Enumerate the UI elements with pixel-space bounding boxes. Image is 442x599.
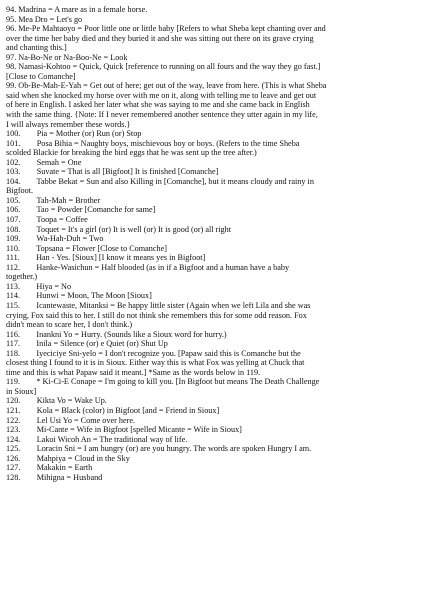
glossary-line: 113. Hiya = No xyxy=(6,281,72,291)
glossary-line: in Sioux] xyxy=(6,386,37,396)
glossary-line: 107. Toopa = Coffee xyxy=(6,215,88,225)
glossary-line: scolded Blackie for breaking the bird eggs that he was sent up the tree after.) xyxy=(6,148,257,158)
glossary-line: time and this is what Papaw said it meant.] *Same as the words below in 119. xyxy=(6,367,261,377)
glossary-line: 114. Hunwi = Moon, The Moon [Sioux] xyxy=(6,291,152,301)
glossary-line: of here in English. I asked her later what she was saying to me and she came back in English xyxy=(6,100,310,110)
glossary-line: 103. Suvate = That is all [Bigfoot] It is finished [Comanche] xyxy=(6,167,219,177)
glossary-line: 95. Mea Dro = Let's go xyxy=(6,14,83,24)
glossary-line: 98. Namasi-Kohtoo = Quick, Quick [reference to running on all fours and the way they go fast.] xyxy=(6,62,321,72)
glossary-line: [Close to Comanche] xyxy=(6,71,76,81)
glossary-line: 127. Makakin = Earth xyxy=(6,463,93,473)
glossary-line: and chanting this.] xyxy=(6,43,67,53)
glossary-line: 96. Me-Pe Mahtaoyo = Poor little one or little baby [Refers to what Sheba kept chanting over and xyxy=(6,24,326,34)
glossary-line: 101. Posa Bihia = Naughty boys, mischievous boy or boys. (Refers to the time Sheba xyxy=(6,138,300,148)
glossary-line: 108. Toquet = It's a girl (or) It is well (or) It is good (or) all right xyxy=(6,224,232,234)
glossary-line: 120. Kikta Vo = Wake Up. xyxy=(6,396,107,406)
glossary-line: 117. Inila = Silence (or) e Quiet (or) Shut Up xyxy=(6,339,168,349)
glossary-line: 106. Tao = Powder [Comanche for same] xyxy=(6,205,156,215)
glossary-line: 94. Madrina = A mare as in a female horse. xyxy=(6,5,148,14)
glossary-line: 110. Topsana = Flower [Close to Comanche] xyxy=(6,243,167,253)
glossary-line: 119. * Ki-Ci-E Conape = I'm going to kill you. [In Bigfoot but means The Death Challenge xyxy=(6,377,320,387)
glossary-line: Bigfoot. xyxy=(6,186,34,196)
glossary-line: 118. Iyeciciye Sni-yelo = I don't recognize you. [Papaw said this is Comanche but the xyxy=(6,348,301,358)
glossary-line: 111. Han - Yes. [Sioux] [I know it means yes in Bigfoot] xyxy=(6,253,206,263)
glossary-line: said when she knocked my horse over with me on it, along with telling me to leave and get out xyxy=(6,90,317,100)
glossary-line: 125. Loracin Sni = I am hungry (or) are you hungry. The words are spoken Hungry I am. xyxy=(6,444,312,454)
glossary-line: 104. Tabbe Bekat = Sun and also Killing in [Comanche], but it means cloudy and rainy in xyxy=(6,176,314,186)
glossary-line: 121. Kola = Black (color) in Bigfoot [and = Friend in Sioux] xyxy=(6,405,220,415)
glossary-line: 109. Wa-Hah-Duh = Two xyxy=(6,234,104,244)
glossary-line: crying, Fox said this to her. I still do not think she remembers this for some odd reason. Fox xyxy=(6,310,307,320)
glossary-line: 112. Hanke-Wasichun = Half blooded (as in if a Bigfoot and a human have a baby xyxy=(6,262,290,272)
glossary-line: 102. Semah = One xyxy=(6,157,82,167)
glossary-line: 115. Icantewaste, Mitanksi = Be happy little sister (Again when we left Lila and she was xyxy=(6,300,311,310)
glossary-line: didn't mean to scare her, I don't think.) xyxy=(6,320,133,330)
glossary-line: 123. Mi-Cante = Wife in Bigfoot [spelled Micante = Wife in Sioux] xyxy=(6,425,242,435)
glossary-line: 128. Mihigna = Husband xyxy=(6,472,103,482)
glossary-line: 105. Tah-Mah = Brother xyxy=(6,195,101,205)
glossary-line: with the same thing. {Note: If I never remembered another sentence they utter again in my life, xyxy=(6,110,318,120)
glossary-line: over the time her baby died and they buried it and she was sitting out there on its grave crying xyxy=(6,33,314,43)
glossary-line: closest thing I found to it is in Sioux. Either way this is what Fox was yelling at Chuck that xyxy=(6,358,305,368)
glossary-line: 126. Mahpiya = Cloud in the Sky xyxy=(6,453,130,463)
glossary-line: 97. Na-Bo-Ne or Na-Boo-Ne = Look xyxy=(6,52,128,62)
glossary-line: 100. Pia = Mother (or) Run (or) Stop xyxy=(6,129,142,139)
glossary-line: together.) xyxy=(6,272,38,282)
glossary-line: 116. Inankni Yo = Hurry. (Sounds like a Sioux word for hurry.) xyxy=(6,329,227,339)
glossary-line: I will always remember these words.} xyxy=(6,119,131,129)
glossary-line: 99. Ob-Be-Mah-E-Yah = Get out of here; get out of the way, leave from here. (This is what Sheba xyxy=(6,81,327,91)
glossary-line: 124. Lakoi Wicoh An = The traditional way of life. xyxy=(6,434,188,444)
glossary-line: 122. Lel Usi Yo = Come over here. xyxy=(6,415,136,425)
